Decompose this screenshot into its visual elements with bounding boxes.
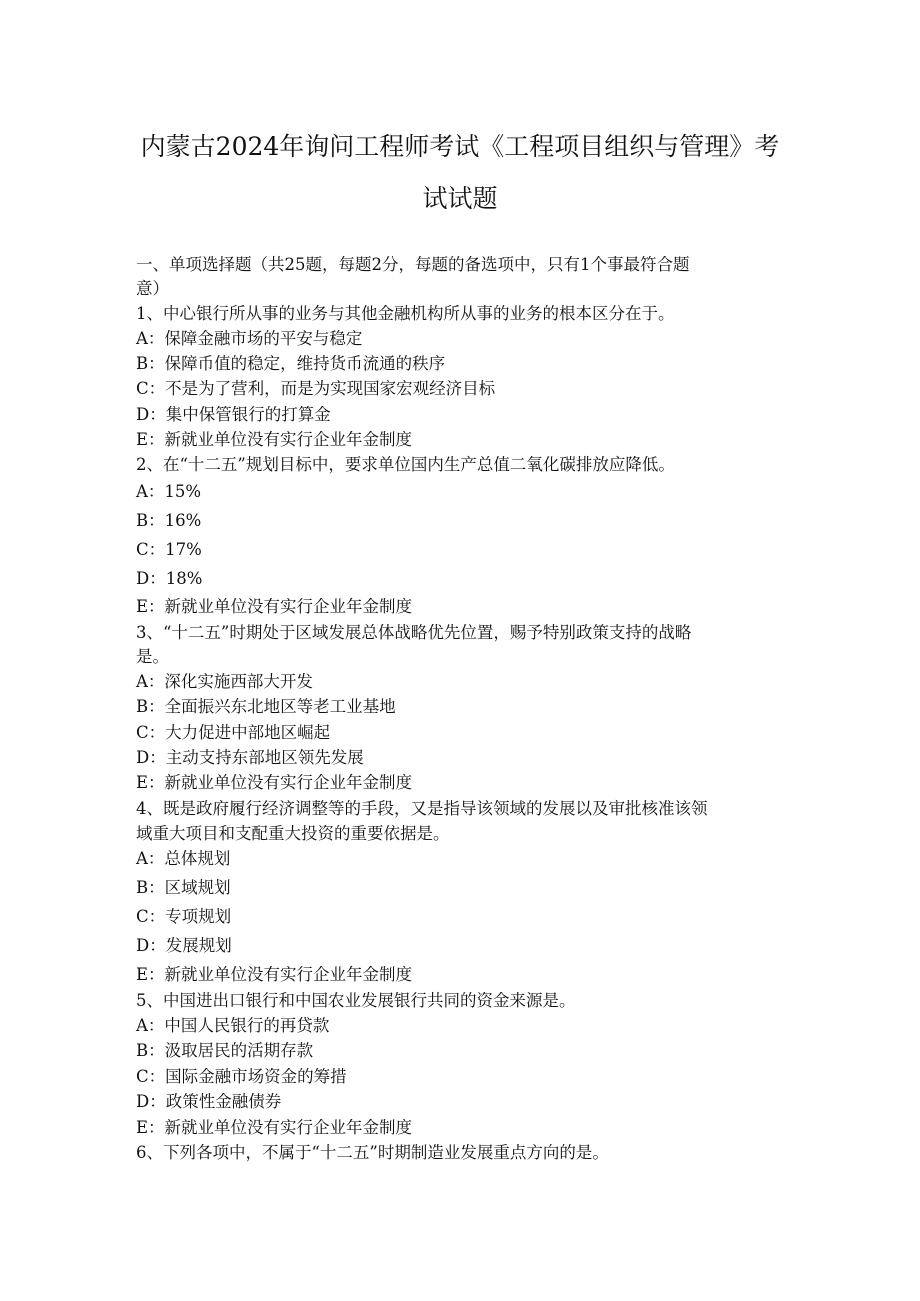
question-3-option-a: A：深化实施西部大开发 xyxy=(136,672,313,691)
question-5-option-c: C：国际金融市场资金的筹措 xyxy=(136,1067,347,1086)
question-3-option-d: D：主动支持东部地区领先发展 xyxy=(136,748,364,767)
question-2-option-d: D：18% xyxy=(136,569,203,588)
question-4-option-c: C：专项规划 xyxy=(136,907,232,926)
question-4-stem-line-2: 域重大项目和支配重大投资的重要依据是。 xyxy=(136,824,450,843)
question-3-option-e: E：新就业单位没有实行企业年金制度 xyxy=(136,773,413,792)
question-3-option-c: C：大力促进中部地区崛起 xyxy=(136,723,331,742)
question-5-option-e: E：新就业单位没有实行企业年金制度 xyxy=(136,1118,413,1137)
question-4-option-b: B：区域规划 xyxy=(136,878,231,897)
question-3-option-b: B：全面振兴东北地区等老工业基地 xyxy=(136,697,396,716)
question-1-option-c: C：不是为了营利，而是为实现国家宏观经济目标 xyxy=(136,379,496,398)
section-heading-line-2: 意） xyxy=(136,279,169,298)
question-2-option-c: C：17% xyxy=(136,540,202,559)
question-5-stem: 5、中国进出口银行和中国农业发展银行共同的资金来源是。 xyxy=(136,991,576,1010)
question-2-option-a: A：15% xyxy=(136,482,202,501)
document-title-line-2: 试试题 xyxy=(422,184,498,213)
question-2-option-e: E：新就业单位没有实行企业年金制度 xyxy=(136,597,413,616)
question-6-stem: 6、下列各项中，不属于“十二五”时期制造业发展重点方向的是。 xyxy=(136,1143,609,1162)
question-1-option-e: E：新就业单位没有实行企业年金制度 xyxy=(136,430,413,449)
question-4-option-e: E：新就业单位没有实行企业年金制度 xyxy=(136,965,413,984)
question-1-option-a: A：保障金融市场的平安与稳定 xyxy=(136,329,363,348)
question-5-option-d: D：政策性金融债券 xyxy=(136,1092,282,1111)
section-heading-line-1: 一、单项选择题（共25题，每题2分，每题的备选项中，只有1个事最符合题 xyxy=(136,255,690,274)
question-5-option-a: A：中国人民银行的再贷款 xyxy=(136,1016,330,1035)
question-4-option-d: D：发展规划 xyxy=(136,936,232,955)
question-5-option-b: B：汲取居民的活期存款 xyxy=(136,1041,314,1060)
question-1-option-b: B：保障币值的稳定，维持货币流通的秩序 xyxy=(136,354,446,373)
question-4-option-a: A：总体规划 xyxy=(136,849,231,868)
question-2-option-b: B：16% xyxy=(136,511,202,530)
document-title-line-1: 内蒙古2024年询问工程师考试《工程项目组织与管理》考 xyxy=(140,132,780,161)
question-4-stem-line-1: 4、既是政府履行经济调整等的手段，又是指导该领域的发展以及审批核准该领 xyxy=(136,799,708,818)
question-3-stem-line-2: 是。 xyxy=(136,647,169,666)
question-2-stem: 2、在“十二五”规划目标中，要求单位国内生产总值二氧化碳排放应降低。 xyxy=(136,455,675,474)
question-3-stem-line-1: 3、“十二五”时期处于区域发展总体战略优先位置，赐予特别政策支持的战略 xyxy=(136,623,692,642)
question-1-option-d: D：集中保管银行的打算金 xyxy=(136,405,331,424)
question-1-stem: 1、中心银行所从事的业务与其他金融机构所从事的业务的根本区分在于。 xyxy=(136,304,675,323)
